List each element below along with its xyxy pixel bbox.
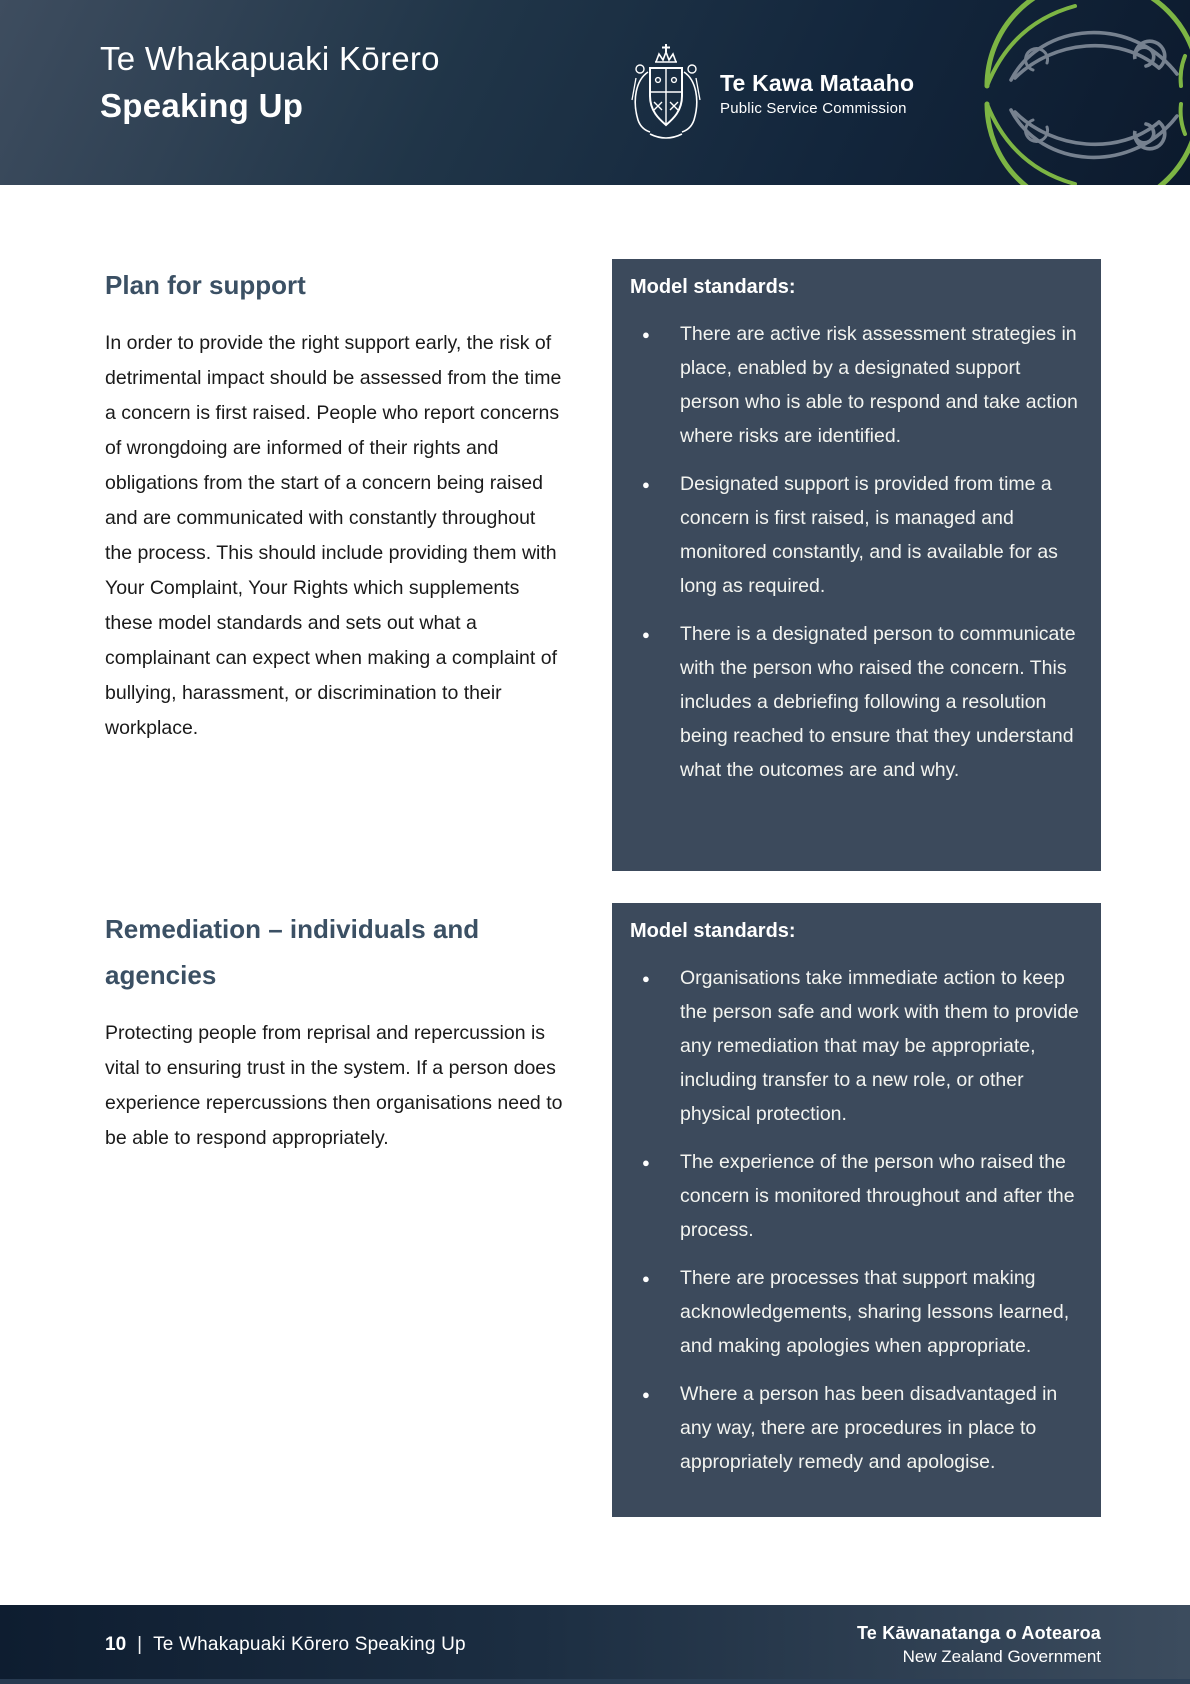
list-item: ● Organisations take immediate action to keep the person safe and work with them to provide any remediation that may be appropriate, including transfer to a new role, or other physical protection. xyxy=(628,961,1085,1131)
government-name-maori: Te Kāwanatanga o Aotearoa xyxy=(856,1622,1101,1643)
model-standards-list xyxy=(628,961,1085,1479)
section-heading-remediation: Remediation – individuals and agencies xyxy=(105,913,480,990)
page-header xyxy=(0,0,1190,185)
footer-separator: | xyxy=(137,1633,143,1655)
model-standards-panel-1 xyxy=(612,259,1101,871)
section-body-remediation: Protecting people from reprisal and repercussion is vital to ensuring trust in the system. If a person does experience repercussions then organisations need to be able to respond appropriately. xyxy=(105,1021,563,1149)
panel-title: Model standards: xyxy=(630,276,796,298)
government-name-english: New Zealand Government xyxy=(902,1646,1101,1666)
document-title-english: Speaking Up xyxy=(100,87,304,124)
document-title xyxy=(100,40,440,125)
agency-logo xyxy=(626,42,914,144)
list-item: ● Designated support is provided from time a concern is first raised, is managed and monitored constantly, and is available for as long as required. xyxy=(628,467,1085,603)
list-item: ● There are processes that support making acknowledgements, sharing lessons learned, and making apologies when appropriate. xyxy=(628,1261,1085,1363)
footer-document-title: Te Whakapuaki Kōrero Speaking Up xyxy=(153,1633,466,1655)
list-item: ● The experience of the person who raised the concern is monitored throughout and after the process. xyxy=(628,1145,1085,1247)
page-footer xyxy=(0,1605,1190,1684)
panel-title: Model standards: xyxy=(630,920,796,942)
coat-of-arms-icon xyxy=(626,42,706,144)
agency-name: Te Kawa Mataaho xyxy=(720,69,915,96)
page-number: 10 xyxy=(105,1633,127,1655)
agency-logo-text xyxy=(720,70,914,117)
list-item: ● There are active risk assessment strategies in place, enabled by a designated support person who is able to respond and take action where risks are identified. xyxy=(628,317,1085,453)
section-body-plan-for-support: In order to provide the right support early, the risk of detrimental impact should be assessed from the time a concern is first raised. People who report concerns of wrongdoing are informed of their rights and obligations from the start of a concern being raised and are communicated with constantly throughout the process. This should include providing them with Your Complaint, Your Rights which supplements these model standards and sets out what a complainant can expect when making a complaint of bullying, harassment, or discrimination to their workplace. xyxy=(105,331,562,739)
koru-pattern-decoration xyxy=(925,0,1190,185)
list-item: ● Where a person has been disadvantaged in any way, there are procedures in place to appropriately remedy and apologise. xyxy=(628,1377,1085,1479)
list-item: ● There is a designated person to communicate with the person who raised the concern. This includes a debriefing following a resolution being reached to ensure that they understand what the outcomes are and why. xyxy=(628,617,1085,787)
model-standards-panel-2 xyxy=(612,903,1101,1517)
model-standards-list xyxy=(628,317,1085,787)
agency-subtitle: Public Service Commission xyxy=(720,99,907,117)
government-wordmark xyxy=(857,1622,1101,1668)
footer-running-title xyxy=(105,1634,466,1656)
document-title-maori: Te Whakapuaki Kōrero xyxy=(100,40,440,77)
section-heading-plan-for-support: Plan for support xyxy=(105,269,306,300)
